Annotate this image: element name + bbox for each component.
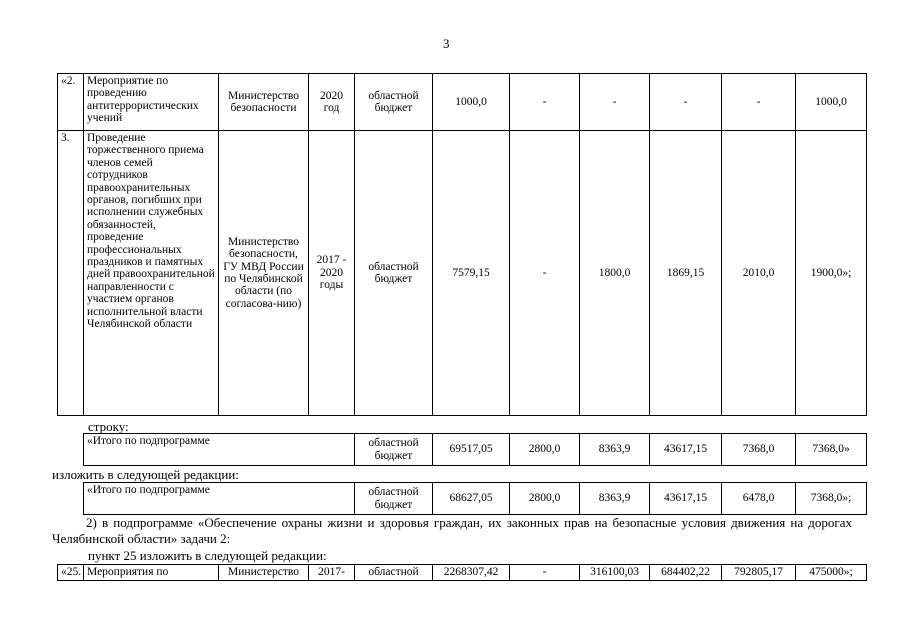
executor: Министерство безопасности, ГУ МВД России по Челябинской области (по согласова-нию) (219, 131, 309, 416)
amount-year-5: 475000»; (796, 565, 867, 581)
amount-year-2: 316100,03 (580, 565, 650, 581)
amount-year-1: - (510, 74, 580, 131)
amount-year-1: - (510, 565, 580, 581)
total-amount: 2268307,42 (433, 565, 510, 581)
page-number: 3 (443, 36, 450, 51)
amount-year-5: 1000,0 (796, 74, 867, 131)
amount-year-3: - (650, 74, 722, 131)
amount-year-3: 1869,15 (650, 131, 722, 416)
table-row (58, 131, 867, 416)
executor: Министерство безопасности (219, 74, 309, 131)
funding-source: областной (355, 565, 433, 581)
period: 2017- (309, 565, 355, 581)
funding-source: областной бюджет (355, 74, 433, 131)
paragraph-2 (52, 515, 852, 547)
measure-name: Мероприятие по проведению антитеррористических учений (84, 74, 219, 131)
period: 2017 - 2020 годы (309, 131, 355, 416)
label-izlozhit: изложить в следующей редакции: (52, 467, 239, 482)
amount-year-3: 43617,15 (650, 434, 722, 466)
executor: Министерство (219, 565, 309, 581)
label-stroku: строку: (88, 419, 129, 434)
amount-year-1: 2800,0 (510, 483, 580, 515)
table-row (58, 74, 867, 131)
amount-year-3: 43617,15 (650, 483, 722, 515)
funding-source: областной бюджет (355, 131, 433, 416)
amount-year-1: 2800,0 (510, 434, 580, 466)
total-amount: 69517,05 (433, 434, 510, 466)
total-amount: 7579,15 (433, 131, 510, 416)
amount-year-3: 684402,22 (650, 565, 722, 581)
itogo-old-table (83, 433, 867, 466)
table-row (84, 483, 867, 515)
amount-year-5: 7368,0» (796, 434, 867, 466)
itogo-label: «Итого по подпрограмме (84, 434, 355, 466)
amount-year-1: - (510, 131, 580, 416)
amount-year-2: 8363,9 (580, 483, 650, 515)
amount-year-4: 792805,17 (722, 565, 796, 581)
total-amount: 68627,05 (433, 483, 510, 515)
table-row (58, 565, 867, 581)
label-punkt25: пункт 25 изложить в следующей редакции: (88, 548, 327, 563)
amount-year-5: 7368,0»; (796, 483, 867, 515)
punkt25-table (57, 564, 867, 581)
amount-year-4: 2010,0 (722, 131, 796, 416)
measures-table (57, 73, 867, 416)
funding-source: областной бюджет (355, 483, 433, 515)
amount-year-4: - (722, 74, 796, 131)
itogo-label: «Итого по подпрограмме (84, 483, 355, 515)
measure-name: Проведение торжественного приема членов семей сотрудников правоохранительных органов, погибших при исполнении служебных обязанностей, проведение профессиональных праздников и памятных дней правоохранительной направленности с участием органов исполнительной власти Челябинской области (84, 131, 219, 416)
total-amount: 1000,0 (433, 74, 510, 131)
amount-year-4: 6478,0 (722, 483, 796, 515)
period: 2020 год (309, 74, 355, 131)
measure-name: Мероприятия по (84, 565, 219, 581)
amount-year-5: 1900,0»; (796, 131, 867, 416)
funding-source: областной бюджет (355, 434, 433, 466)
row-number: 3. (58, 131, 84, 416)
table-row (84, 434, 867, 466)
paragraph-2-text: 2) в подпрограмме «Обеспечение охраны жизни и здоровья граждан, их законных прав на безопасные условия движения на дорогах Челябинской области» задачи 2: (52, 515, 852, 546)
amount-year-2: 1800,0 (580, 131, 650, 416)
amount-year-4: 7368,0 (722, 434, 796, 466)
itogo-new-table (83, 482, 867, 515)
row-number: «25. (58, 565, 84, 581)
amount-year-2: 8363,9 (580, 434, 650, 466)
row-number: «2. (58, 74, 84, 131)
amount-year-2: - (580, 74, 650, 131)
